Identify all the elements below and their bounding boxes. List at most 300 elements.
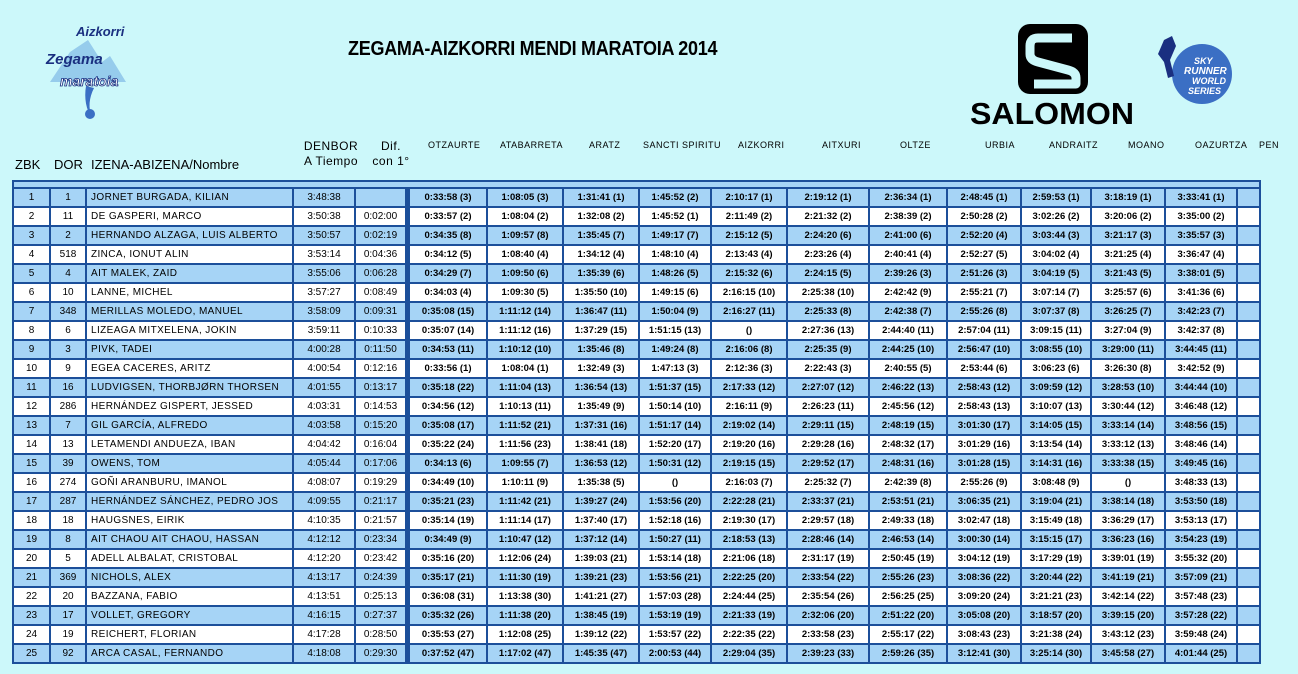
cell-andraitz: 3:18:57 (20): [1021, 606, 1091, 625]
cell-andraitz: 3:21:21 (23): [1021, 587, 1091, 606]
cell-bib: 17: [50, 606, 86, 625]
cell-otzaurte: 0:35:07 (14): [409, 321, 487, 340]
cell-otzaurte: 0:33:57 (2): [409, 207, 487, 226]
cell-otzaurte: 0:35:16 (20): [409, 549, 487, 568]
cell-oltze: 2:59:26 (35): [869, 644, 947, 663]
cell-bib: 286: [50, 397, 86, 416]
cell-urbia: 3:02:47 (18): [947, 511, 1021, 530]
cell-bib: 20: [50, 587, 86, 606]
cell-atabarreta: 1:10:12 (10): [487, 340, 563, 359]
cell-name: DE GASPERI, MARCO: [86, 207, 293, 226]
cell-aizkorri: 2:15:12 (5): [711, 226, 787, 245]
cell-rank: 5: [13, 264, 50, 283]
cell-aitxuri: 2:33:37 (21): [787, 492, 869, 511]
cell-aizkorri: 2:16:27 (11): [711, 302, 787, 321]
cell-aitxuri: 2:25:33 (8): [787, 302, 869, 321]
cell-urbia: 2:58:43 (12): [947, 378, 1021, 397]
sky-line1: SKY: [1194, 56, 1213, 66]
cell-oazurtza: 3:59:48 (24): [1165, 625, 1237, 644]
cell-gap-to-first: 0:27:37: [355, 606, 406, 625]
cell-moano: 3:25:57 (6): [1091, 283, 1165, 302]
cell-pen: [1237, 625, 1260, 644]
cell-atabarreta: 1:11:56 (23): [487, 435, 563, 454]
cell-andraitz: 3:21:38 (24): [1021, 625, 1091, 644]
logo-line1: Aizkorri: [76, 24, 125, 39]
cell-rank: 23: [13, 606, 50, 625]
cell-rank: 21: [13, 568, 50, 587]
cell-bib: 11: [50, 207, 86, 226]
cell-atabarreta: 1:08:40 (4): [487, 245, 563, 264]
cell-atabarreta: 1:08:04 (1): [487, 359, 563, 378]
cell-gap-to-first: 0:24:39: [355, 568, 406, 587]
cell-time: 3:53:14: [293, 245, 355, 264]
cell-name: AIT MALEK, ZAID: [86, 264, 293, 283]
cell-aizkorri: 2:16:03 (7): [711, 473, 787, 492]
table-row: [13, 568, 1260, 587]
cell-moano: 3:26:30 (8): [1091, 359, 1165, 378]
cell-bib: 369: [50, 568, 86, 587]
cell-andraitz: 3:09:59 (12): [1021, 378, 1091, 397]
cell-aitxuri: 2:24:15 (5): [787, 264, 869, 283]
cell-name: AIT CHAOU AIT CHAOU, HASSAN: [86, 530, 293, 549]
cell-sancti-spiritu: 1:47:13 (3): [639, 359, 711, 378]
cell-aizkorri: 2:10:17 (1): [711, 188, 787, 207]
cell-gap-to-first: 0:29:30: [355, 644, 406, 663]
table-row: [13, 378, 1260, 397]
cell-bib: 287: [50, 492, 86, 511]
cell-atabarreta: 1:12:06 (24): [487, 549, 563, 568]
cell-pen: [1237, 644, 1260, 663]
cell-aizkorri: 2:19:15 (15): [711, 454, 787, 473]
cell-name: ADELL ALBALAT, CRISTOBAL: [86, 549, 293, 568]
page-title: ZEGAMA-AIZKORRI MENDI MARATOIA 2014: [348, 38, 718, 60]
cell-atabarreta: 1:11:38 (20): [487, 606, 563, 625]
table-row: [13, 587, 1260, 606]
cell-sancti-spiritu: 1:53:19 (19): [639, 606, 711, 625]
cell-aitxuri: 2:32:06 (20): [787, 606, 869, 625]
cell-otzaurte: 0:34:35 (8): [409, 226, 487, 245]
cell-otzaurte: 0:33:56 (1): [409, 359, 487, 378]
cell-time: 4:10:35: [293, 511, 355, 530]
cell-atabarreta: 1:10:13 (11): [487, 397, 563, 416]
cell-aizkorri: 2:19:20 (16): [711, 435, 787, 454]
cell-time: 4:08:07: [293, 473, 355, 492]
cell-time: 4:00:28: [293, 340, 355, 359]
skyrunner-logo: [1150, 30, 1240, 110]
cell-atabarreta: 1:10:11 (9): [487, 473, 563, 492]
cell-oazurtza: 3:35:00 (2): [1165, 207, 1237, 226]
cell-rank: 6: [13, 283, 50, 302]
cell-urbia: 2:57:04 (11): [947, 321, 1021, 340]
cell-andraitz: 3:06:23 (6): [1021, 359, 1091, 378]
cell-andraitz: 3:15:49 (18): [1021, 511, 1091, 530]
cell-sancti-spiritu: 1:49:24 (8): [639, 340, 711, 359]
cell-name: HERNANDO ALZAGA, LUIS ALBERTO: [86, 226, 293, 245]
cell-aizkorri: 2:29:04 (35): [711, 644, 787, 663]
cell-andraitz: 3:20:44 (22): [1021, 568, 1091, 587]
cell-time: 4:17:28: [293, 625, 355, 644]
cell-pen: [1237, 302, 1260, 321]
cell-atabarreta: 1:10:47 (12): [487, 530, 563, 549]
cell-sancti-spiritu: 1:51:15 (13): [639, 321, 711, 340]
cell-andraitz: 2:59:53 (1): [1021, 188, 1091, 207]
table-row: [13, 549, 1260, 568]
cell-time: 4:00:54: [293, 359, 355, 378]
table-row: [13, 454, 1260, 473]
cell-oltze: 2:48:31 (16): [869, 454, 947, 473]
cell-time: 4:16:15: [293, 606, 355, 625]
cell-rank: 4: [13, 245, 50, 264]
cell-oltze: 2:55:26 (23): [869, 568, 947, 587]
cell-oltze: 2:50:45 (19): [869, 549, 947, 568]
cell-time: 3:58:09: [293, 302, 355, 321]
cell-otzaurte: 0:35:18 (22): [409, 378, 487, 397]
cell-otzaurte: 0:35:08 (15): [409, 302, 487, 321]
cell-time: 4:05:44: [293, 454, 355, 473]
cell-aitxuri: 2:28:46 (14): [787, 530, 869, 549]
cell-aratz: 1:35:49 (9): [563, 397, 639, 416]
cell-pen: [1237, 454, 1260, 473]
cell-time: 3:57:27: [293, 283, 355, 302]
table-row: [13, 625, 1260, 644]
cell-aizkorri: 2:16:06 (8): [711, 340, 787, 359]
cell-sancti-spiritu: 1:51:37 (15): [639, 378, 711, 397]
cell-andraitz: 3:07:37 (8): [1021, 302, 1091, 321]
cell-oltze: 2:44:40 (11): [869, 321, 947, 340]
cell-moano: 3:27:04 (9): [1091, 321, 1165, 340]
cell-aitxuri: 2:39:23 (33): [787, 644, 869, 663]
cell-sancti-spiritu: 1:45:52 (2): [639, 188, 711, 207]
cell-moano: 3:20:06 (2): [1091, 207, 1165, 226]
cell-atabarreta: 1:17:02 (47): [487, 644, 563, 663]
cell-moano: 3:43:12 (23): [1091, 625, 1165, 644]
cell-oazurtza: 3:57:28 (22): [1165, 606, 1237, 625]
cell-oazurtza: 3:38:01 (5): [1165, 264, 1237, 283]
table-row: [13, 492, 1260, 511]
cell-oltze: 2:36:34 (1): [869, 188, 947, 207]
cell-bib: 19: [50, 625, 86, 644]
cell-atabarreta: 1:08:05 (3): [487, 188, 563, 207]
cell-gap-to-first: 0:23:42: [355, 549, 406, 568]
cell-aizkorri: 2:11:49 (2): [711, 207, 787, 226]
cell-aizkorri: 2:16:15 (10): [711, 283, 787, 302]
cell-gap-to-first: 0:19:29: [355, 473, 406, 492]
header-aitxuri: AITXURI: [822, 140, 862, 150]
header-atabarreta: ATABARRETA: [500, 140, 564, 150]
cell-urbia: 2:53:44 (6): [947, 359, 1021, 378]
cell-gap-to-first: 0:15:20: [355, 416, 406, 435]
cell-aitxuri: 2:24:20 (6): [787, 226, 869, 245]
cell-sancti-spiritu: 2:00:53 (44): [639, 644, 711, 663]
cell-bib: 9: [50, 359, 86, 378]
cell-andraitz: 3:08:55 (10): [1021, 340, 1091, 359]
cell-oazurtza: 3:53:13 (17): [1165, 511, 1237, 530]
cell-otzaurte: 0:34:53 (11): [409, 340, 487, 359]
cell-name: LUDVIGSEN, THORBJØRN THORSEN: [86, 378, 293, 397]
cell-aizkorri: 2:19:02 (14): [711, 416, 787, 435]
cell-atabarreta: 1:11:04 (13): [487, 378, 563, 397]
cell-aitxuri: 2:19:12 (1): [787, 188, 869, 207]
cell-bib: 4: [50, 264, 86, 283]
cell-name: BAZZANA, FABIO: [86, 587, 293, 606]
cell-oltze: 2:48:19 (15): [869, 416, 947, 435]
cell-urbia: 3:08:43 (23): [947, 625, 1021, 644]
cell-aitxuri: 2:21:32 (2): [787, 207, 869, 226]
cell-atabarreta: 1:09:57 (8): [487, 226, 563, 245]
cell-name: PIVK, TADEI: [86, 340, 293, 359]
cell-name: NICHOLS, ALEX: [86, 568, 293, 587]
cell-otzaurte: 0:36:08 (31): [409, 587, 487, 606]
cell-pen: [1237, 511, 1260, 530]
cell-aizkorri: 2:15:32 (6): [711, 264, 787, 283]
table-row: [13, 207, 1260, 226]
header-denbor-line1: DENBOR: [303, 139, 359, 153]
cell-rank: 11: [13, 378, 50, 397]
cell-aizkorri: 2:21:06 (18): [711, 549, 787, 568]
cell-urbia: 2:56:47 (10): [947, 340, 1021, 359]
header-zbk: ZBK: [15, 157, 41, 172]
cell-bib: 1: [50, 188, 86, 207]
zegama-logo: [40, 22, 136, 122]
cell-otzaurte: 0:34:13 (6): [409, 454, 487, 473]
cell-pen: [1237, 416, 1260, 435]
cell-andraitz: 3:14:05 (15): [1021, 416, 1091, 435]
cell-rank: 8: [13, 321, 50, 340]
cell-pen: [1237, 359, 1260, 378]
cell-gap-to-first: 0:21:17: [355, 492, 406, 511]
cell-sancti-spiritu: (): [639, 473, 711, 492]
cell-aizkorri: 2:13:43 (4): [711, 245, 787, 264]
cell-andraitz: 3:04:02 (4): [1021, 245, 1091, 264]
cell-gap-to-first: 0:17:06: [355, 454, 406, 473]
cell-aizkorri: 2:18:53 (13): [711, 530, 787, 549]
cell-sancti-spiritu: 1:53:56 (20): [639, 492, 711, 511]
cell-name: MERILLAS MOLEDO, MANUEL: [86, 302, 293, 321]
cell-andraitz: 3:14:31 (16): [1021, 454, 1091, 473]
cell-oltze: 2:42:39 (8): [869, 473, 947, 492]
cell-pen: [1237, 549, 1260, 568]
cell-oltze: 2:39:26 (3): [869, 264, 947, 283]
cell-aratz: 1:32:08 (2): [563, 207, 639, 226]
cell-aratz: 1:35:39 (6): [563, 264, 639, 283]
cell-oltze: 2:51:22 (20): [869, 606, 947, 625]
cell-urbia: 2:55:21 (7): [947, 283, 1021, 302]
cell-oazurtza: 3:55:32 (20): [1165, 549, 1237, 568]
cell-time: 4:12:12: [293, 530, 355, 549]
cell-name: LANNE, MICHEL: [86, 283, 293, 302]
cell-andraitz: 3:07:14 (7): [1021, 283, 1091, 302]
cell-andraitz: 3:02:26 (2): [1021, 207, 1091, 226]
cell-pen: [1237, 226, 1260, 245]
cell-gap-to-first: 0:06:28: [355, 264, 406, 283]
cell-aizkorri: 2:16:11 (9): [711, 397, 787, 416]
cell-moano: 3:29:00 (11): [1091, 340, 1165, 359]
cell-sancti-spiritu: 1:53:56 (21): [639, 568, 711, 587]
table-row: [13, 245, 1260, 264]
cell-name: HERNÁNDEZ GISPERT, JESSED: [86, 397, 293, 416]
cell-atabarreta: 1:11:42 (21): [487, 492, 563, 511]
results-table: [12, 180, 1261, 664]
cell-rank: 15: [13, 454, 50, 473]
header-dif: [366, 139, 416, 169]
cell-aratz: 1:37:40 (17): [563, 511, 639, 530]
cell-aitxuri: 2:33:58 (23): [787, 625, 869, 644]
cell-gap-to-first: [355, 188, 406, 207]
cell-aratz: 1:34:12 (4): [563, 245, 639, 264]
header-pen: PEN: [1259, 140, 1280, 150]
header-dif-line1: Dif.: [381, 139, 401, 153]
cell-rank: 12: [13, 397, 50, 416]
cell-moano: 3:36:23 (16): [1091, 530, 1165, 549]
cell-aitxuri: 2:33:54 (22): [787, 568, 869, 587]
cell-bib: 13: [50, 435, 86, 454]
cell-aratz: 1:39:21 (23): [563, 568, 639, 587]
cell-aratz: 1:38:45 (19): [563, 606, 639, 625]
cell-oltze: 2:38:39 (2): [869, 207, 947, 226]
header-oltze: OLTZE: [900, 140, 931, 150]
cell-aratz: 1:31:41 (1): [563, 188, 639, 207]
cell-aitxuri: 2:31:17 (19): [787, 549, 869, 568]
cell-oazurtza: 3:42:37 (8): [1165, 321, 1237, 340]
cell-rank: 7: [13, 302, 50, 321]
cell-gap-to-first: 0:02:00: [355, 207, 406, 226]
cell-time: 3:48:38: [293, 188, 355, 207]
cell-oltze: 2:42:42 (9): [869, 283, 947, 302]
cell-pen: [1237, 530, 1260, 549]
cell-oazurtza: 3:41:36 (6): [1165, 283, 1237, 302]
table-row: [13, 226, 1260, 245]
cell-name: GIL GARCÍA, ALFREDO: [86, 416, 293, 435]
cell-otzaurte: 0:35:17 (21): [409, 568, 487, 587]
cell-urbia: 2:58:43 (13): [947, 397, 1021, 416]
cell-bib: 16: [50, 378, 86, 397]
cell-aratz: 1:37:31 (16): [563, 416, 639, 435]
cell-pen: [1237, 207, 1260, 226]
cell-moano: 3:33:14 (14): [1091, 416, 1165, 435]
cell-bib: 6: [50, 321, 86, 340]
cell-pen: [1237, 321, 1260, 340]
cell-oltze: 2:40:55 (5): [869, 359, 947, 378]
cell-aratz: 1:36:53 (12): [563, 454, 639, 473]
cell-pen: [1237, 587, 1260, 606]
cell-oltze: 2:55:17 (22): [869, 625, 947, 644]
cell-pen: [1237, 568, 1260, 587]
cell-urbia: 3:01:30 (17): [947, 416, 1021, 435]
cell-name: JORNET BURGADA, KILIAN: [86, 188, 293, 207]
cell-name: VOLLET, GREGORY: [86, 606, 293, 625]
cell-name: REICHERT, FLORIAN: [86, 625, 293, 644]
cell-oazurtza: 3:44:44 (10): [1165, 378, 1237, 397]
cell-sancti-spiritu: 1:52:20 (17): [639, 435, 711, 454]
cell-atabarreta: 1:09:30 (5): [487, 283, 563, 302]
cell-aitxuri: 2:29:52 (17): [787, 454, 869, 473]
cell-time: 4:04:42: [293, 435, 355, 454]
cell-aitxuri: 2:26:23 (11): [787, 397, 869, 416]
sky-line2: RUNNER: [1184, 66, 1227, 77]
cell-gap-to-first: 0:13:17: [355, 378, 406, 397]
table-row: [13, 606, 1260, 625]
cell-andraitz: 3:08:48 (9): [1021, 473, 1091, 492]
cell-urbia: 2:52:20 (4): [947, 226, 1021, 245]
cell-aitxuri: 2:25:32 (7): [787, 473, 869, 492]
cell-gap-to-first: 0:28:50: [355, 625, 406, 644]
cell-otzaurte: 0:34:29 (7): [409, 264, 487, 283]
cell-oltze: 2:45:56 (12): [869, 397, 947, 416]
cell-oltze: 2:40:41 (4): [869, 245, 947, 264]
header-dor: DOR: [54, 157, 83, 172]
cell-urbia: 3:00:30 (14): [947, 530, 1021, 549]
cell-urbia: 3:05:08 (20): [947, 606, 1021, 625]
cell-gap-to-first: 0:16:04: [355, 435, 406, 454]
sky-line4: SERIES: [1188, 86, 1222, 96]
header-oazurtza: OAZURTZA: [1195, 140, 1248, 150]
header-aizkorri: AIZKORRI: [738, 140, 785, 150]
cell-oazurtza: 3:48:46 (14): [1165, 435, 1237, 454]
cell-sancti-spiritu: 1:50:14 (10): [639, 397, 711, 416]
cell-gap-to-first: 0:25:13: [355, 587, 406, 606]
cell-atabarreta: 1:09:55 (7): [487, 454, 563, 473]
cell-urbia: 3:04:12 (19): [947, 549, 1021, 568]
salomon-wordmark: SALOMON: [970, 96, 1134, 126]
cell-aratz: 1:45:35 (47): [563, 644, 639, 663]
cell-rank: 24: [13, 625, 50, 644]
cell-oltze: 2:49:33 (18): [869, 511, 947, 530]
cell-aratz: 1:39:27 (24): [563, 492, 639, 511]
cell-sancti-spiritu: 1:52:18 (16): [639, 511, 711, 530]
cell-andraitz: 3:17:29 (19): [1021, 549, 1091, 568]
cell-name: HERNÁNDEZ SÁNCHEZ, PEDRO JOS: [86, 492, 293, 511]
cell-time: 4:18:08: [293, 644, 355, 663]
cell-oltze: 2:48:32 (17): [869, 435, 947, 454]
cell-urbia: 3:01:29 (16): [947, 435, 1021, 454]
cell-moano: (): [1091, 473, 1165, 492]
cell-bib: 39: [50, 454, 86, 473]
table-row: [13, 283, 1260, 302]
cell-aizkorri: 2:17:33 (12): [711, 378, 787, 397]
cell-atabarreta: 1:11:30 (19): [487, 568, 563, 587]
cell-otzaurte: 0:34:12 (5): [409, 245, 487, 264]
cell-sancti-spiritu: 1:50:27 (11): [639, 530, 711, 549]
table-row: [13, 340, 1260, 359]
cell-gap-to-first: 0:11:50: [355, 340, 406, 359]
cell-bib: 518: [50, 245, 86, 264]
cell-bib: 348: [50, 302, 86, 321]
cell-aratz: 1:35:46 (8): [563, 340, 639, 359]
cell-aizkorri: 2:22:35 (22): [711, 625, 787, 644]
cell-bib: 10: [50, 283, 86, 302]
cell-gap-to-first: 0:14:53: [355, 397, 406, 416]
cell-otzaurte: 0:34:49 (9): [409, 530, 487, 549]
cell-atabarreta: 1:11:12 (14): [487, 302, 563, 321]
cell-pen: [1237, 245, 1260, 264]
cell-otzaurte: 0:35:08 (17): [409, 416, 487, 435]
cell-urbia: 3:09:20 (24): [947, 587, 1021, 606]
cell-sancti-spiritu: 1:50:31 (12): [639, 454, 711, 473]
cell-time: 4:03:58: [293, 416, 355, 435]
cell-moano: 3:42:14 (22): [1091, 587, 1165, 606]
cell-otzaurte: 0:35:14 (19): [409, 511, 487, 530]
cell-andraitz: 3:19:04 (21): [1021, 492, 1091, 511]
cell-urbia: 2:55:26 (8): [947, 302, 1021, 321]
cell-otzaurte: 0:37:52 (47): [409, 644, 487, 663]
cell-aitxuri: 2:25:35 (9): [787, 340, 869, 359]
cell-oltze: 2:56:25 (25): [869, 587, 947, 606]
cell-otzaurte: 0:34:56 (12): [409, 397, 487, 416]
cell-rank: 9: [13, 340, 50, 359]
cell-bib: 92: [50, 644, 86, 663]
cell-time: 4:13:17: [293, 568, 355, 587]
cell-aratz: 1:37:29 (15): [563, 321, 639, 340]
